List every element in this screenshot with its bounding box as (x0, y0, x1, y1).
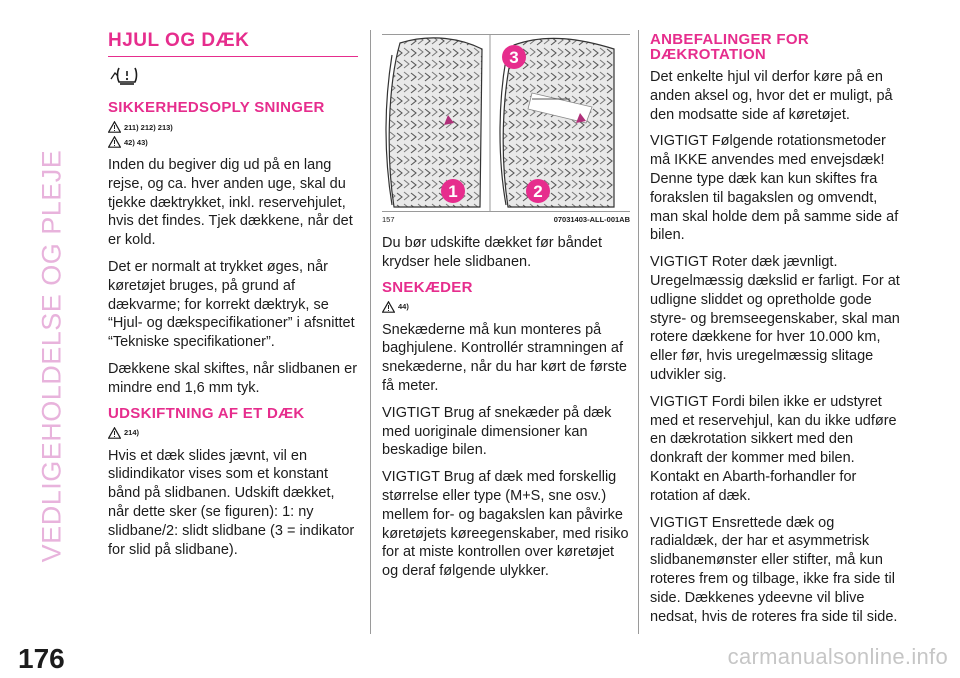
paragraph: VIGTIGT Brug af dæk med forskellig størrelse eller type (M+S, sne osv.) mellem for- og bagakslen kan påvirke køretøjets køreegenskaber, med risiko for at miste kontrollen over køretøjet og deraf følgende ulykker. (382, 469, 629, 580)
figure-caption (382, 215, 630, 224)
warning-reference (108, 427, 358, 439)
tread-wear-figure (382, 34, 630, 212)
caution-reference (108, 136, 358, 148)
figure-number: 157 (382, 215, 395, 224)
paragraph: Det er normalt at trykket øges, når køretøjet bruges, på grund af dækvarme; for korrekt dæktryk, se “Hjul- og dækspecifikationer” i afsnittet “Tekniske specifikationer”. (108, 258, 355, 351)
figure-code: 07031403-ALL-001AB (553, 215, 630, 224)
chapter-title: HJUL OG DÆK (108, 30, 358, 57)
paragraph: Det enkelte hjul vil derfor køre på en anden aksel og, hvor det er muligt, på den modsatte side af køretøjet. (650, 69, 893, 123)
chapter-side-tab: VEDLIGEHOLDELSE OG PLEJE (36, 149, 67, 563)
column-right (650, 30, 900, 634)
paragraph: VIGTIGT Ensrettede dæk og radialdæk, der har et asymmetrisk slidbanemønster eller stifter, må kun roteres frem og tilbage, ikke fra side til side. Dækkenes ydeevne vil blive nedsat, hvis de roteres fra side til side. (650, 514, 898, 625)
callout-label: 2 (533, 182, 543, 201)
column-divider (638, 30, 639, 634)
caution-icon (108, 136, 121, 148)
paragraph: Inden du begiver dig ud på en lang rejse, og ca. hver anden uge, skal du tjekke dæktrykket, inkl. reservehjulet, hvis det findes. Tjek dækkene, når det er kold. (108, 157, 353, 249)
tire-pressure-icon (108, 63, 358, 90)
column-left (108, 30, 358, 567)
column-divider (370, 30, 371, 634)
caution-refs: 42) 43) (124, 137, 148, 147)
section-heading-rotation: ANBEFALINGER FOR DÆKROTATION (650, 31, 809, 63)
paragraph: Du bør udskifte dækket før båndet krydser hele slidbanen. (382, 235, 603, 270)
page-number: 176 (18, 643, 65, 674)
paragraph: VIGTIGT Brug af snekæder på dæk med uoriginale dimensioner kan beskadige bilen. (382, 404, 612, 459)
section-heading-replacement: UDSKIFTNING AF ET DÆK (108, 404, 305, 422)
caution-reference (382, 301, 630, 313)
caution-icon (382, 301, 395, 313)
warning-reference (108, 121, 358, 133)
section-heading-safety: SIKKERHEDSOPLY SNINGER (108, 99, 325, 116)
warning-refs: 214) (124, 428, 140, 438)
paragraph: Snekæderne må kun monteres på baghjulene. Kontrollér stramningen af snekæderne, når du har kørt de første få meter. (382, 321, 627, 394)
warning-icon (108, 427, 121, 439)
paragraph: VIGTIGT Fordi bilen ikke er udstyret med et reservehjul, kan du ikke udføre en dækrotation sikkert med den donkraft der kommer med bilen. Kontakt en Abarth-forhandler for rotation af dæk. (650, 393, 897, 504)
paragraph: Dækkene skal skiftes, når slidbanen er mindre end 1,6 mm tyk. (108, 360, 358, 396)
paragraph: VIGTIGT Roter dæk jævnligt. Uregelmæssig dækslid er farligt. For at udligne sliddet og opretholde gode styre- og bremseegenskaber, skal man rotere dækkene for hver 10.000 km, eller før, hvis uregelmæssig slitage udvikler sig. (650, 254, 900, 383)
paragraph: Hvis et dæk slides jævnt, vil en slidindikator vises som et konstant bånd på slidbanen. Udskift dækket, når dette sker (se figuren): 1: ny slidbane/2: slidt slidbane (3 = indikator for slid på slidbane). (108, 447, 355, 558)
watermark: carmanualsonline.info (727, 644, 948, 669)
caution-refs: 44) (398, 302, 409, 312)
callout-label: 3 (509, 48, 519, 67)
callout-label: 1 (448, 182, 458, 201)
warning-icon (108, 121, 121, 133)
warning-refs: 211) 212) 213) (124, 122, 173, 132)
paragraph: VIGTIGT Følgende rotationsmetoder må IKKE anvendes med envejsdæk! Denne type dæk kan kun skiftes fra forakslen til bagakslen og omvendt, man skal holde dem på samme side af bilen. (650, 133, 899, 244)
column-middle (382, 30, 630, 589)
section-heading-snow-chains: SNEKÆDER (382, 278, 473, 296)
